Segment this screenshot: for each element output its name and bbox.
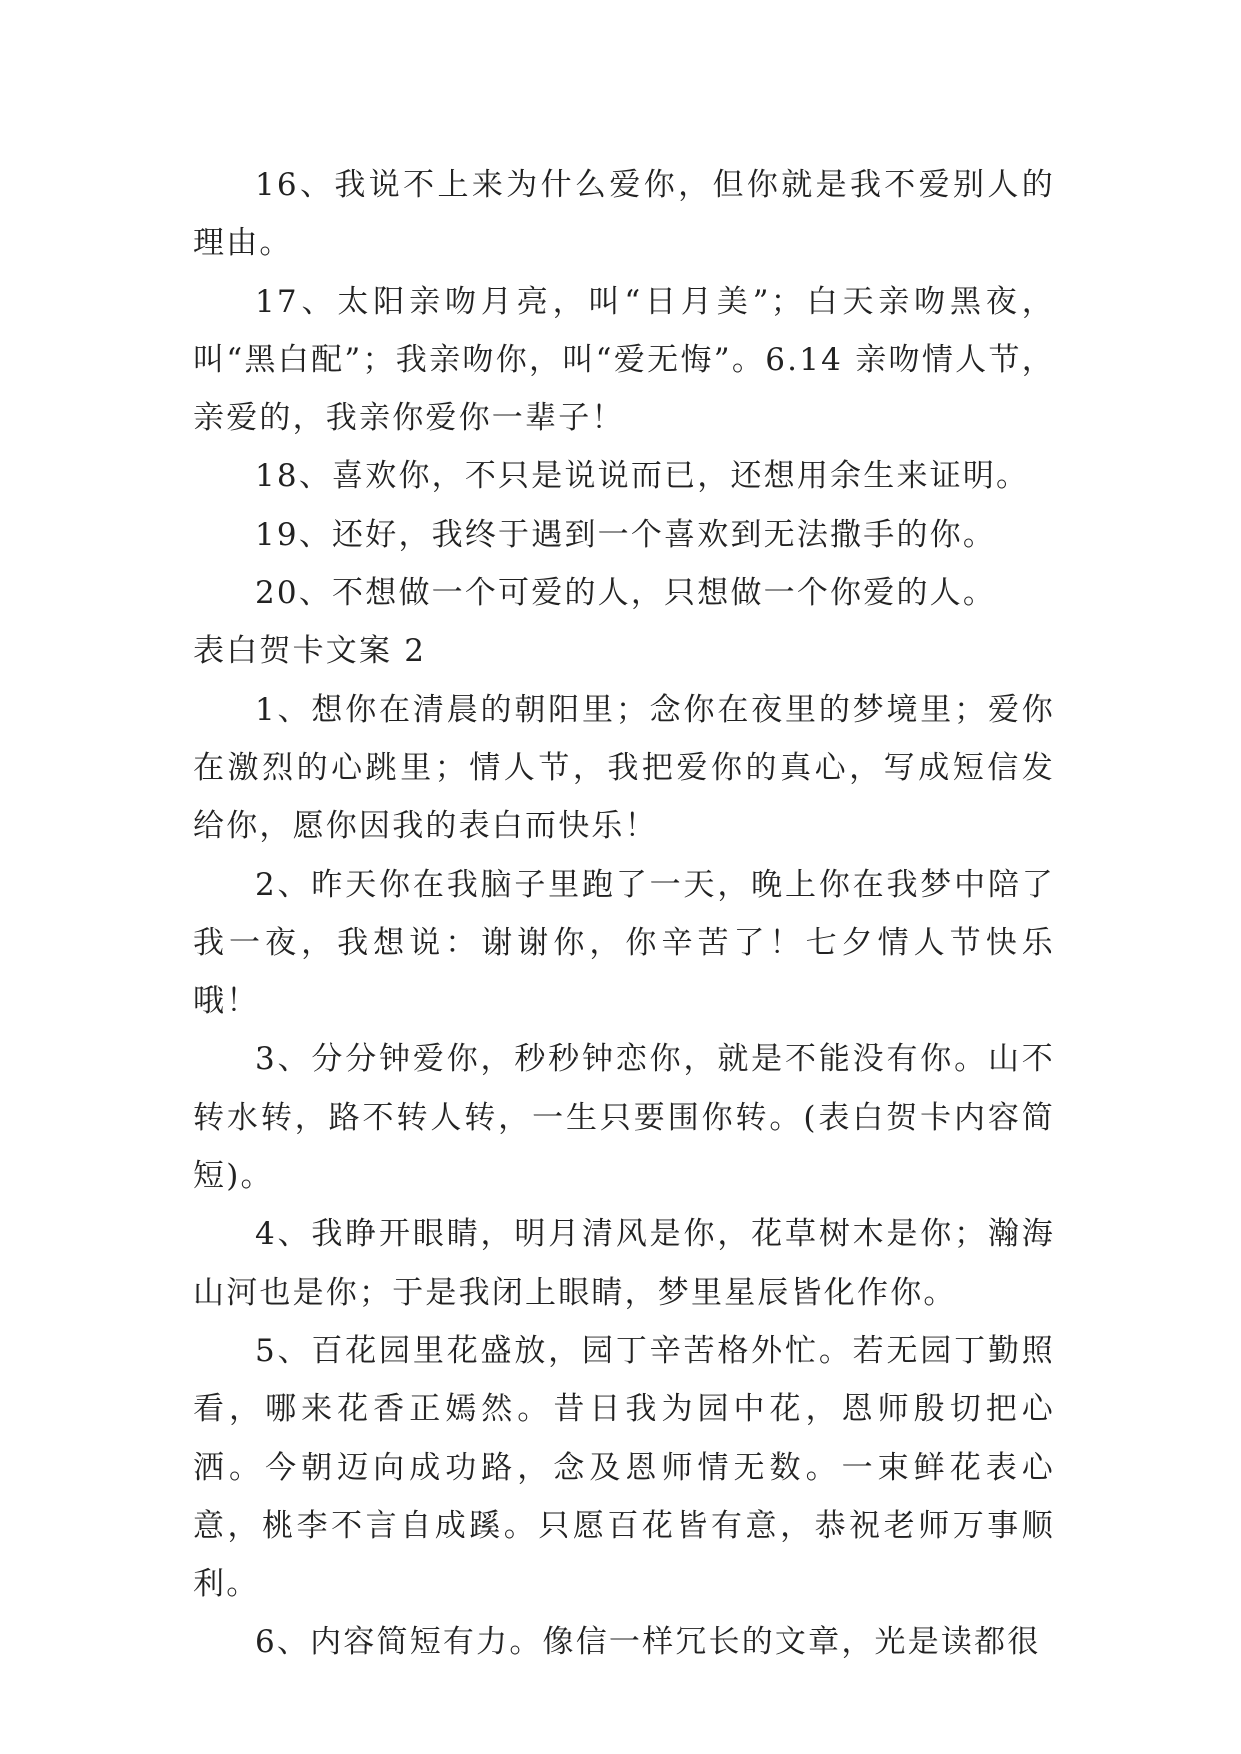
paragraph-19: 19、还好，我终于遇到一个喜欢到无法撒手的你。 — [255, 516, 997, 553]
paragraph-16: 16、我说不上来为什么爱你，但你就是我不爱别人的理由。 — [193, 167, 1055, 262]
paragraph-2: 2、昨天你在我脑子里跑了一天，晚上你在我梦中陪了我一夜，我想说：谢谢你，你辛苦了！七夕情人节快乐哦！ — [193, 866, 1055, 1020]
paragraph-17: 17、太阳亲吻月亮，叫“日月美”；白天亲吻黑夜，叫“黑白配”；我亲吻你，叫“爱无悔”。6.14 亲吻情人节，亲爱的，我亲你爱你一辈子！ — [193, 283, 1055, 437]
paragraph-1: 1、想你在清晨的朝阳里；念你在夜里的梦境里；爱你在激烈的心跳里；情人节，我把爱你的真心，写成短信发给你，愿你因我的表白而快乐！ — [193, 691, 1055, 845]
section-heading: 表白贺卡文案 2 — [193, 633, 427, 670]
paragraph-6: 6、内容简短有力。像信一样冗长的文章，光是读都很 — [255, 1624, 1041, 1661]
paragraph-5: 5、百花园里花盛放，园丁辛苦格外忙。若无园丁勤照看，哪来花香正嫣然。昔日我为园中花，恩师殷切把心洒。今朝迈向成功路，念及恩师情无数。一束鲜花表心意，桃李不言自成蹊。只愿百花皆有意，恭祝老师万事顺利。 — [193, 1332, 1055, 1603]
paragraph-4: 4、我睁开眼睛，明月清风是你，花草树木是你；瀚海山河也是你；于是我闭上眼睛，梦里星辰皆化作你。 — [193, 1216, 1055, 1311]
paragraph-3: 3、分分钟爱你，秒秒钟恋你，就是不能没有你。山不转水转，路不转人转，一生只要围你转。(表白贺卡内容简短)。 — [193, 1041, 1055, 1195]
document-body — [193, 156, 1055, 1672]
paragraph-18: 18、喜欢你，不只是说说而已，还想用余生来证明。 — [255, 458, 1030, 495]
paragraph-20: 20、不想做一个可爱的人，只想做一个你爱的人。 — [255, 575, 997, 612]
